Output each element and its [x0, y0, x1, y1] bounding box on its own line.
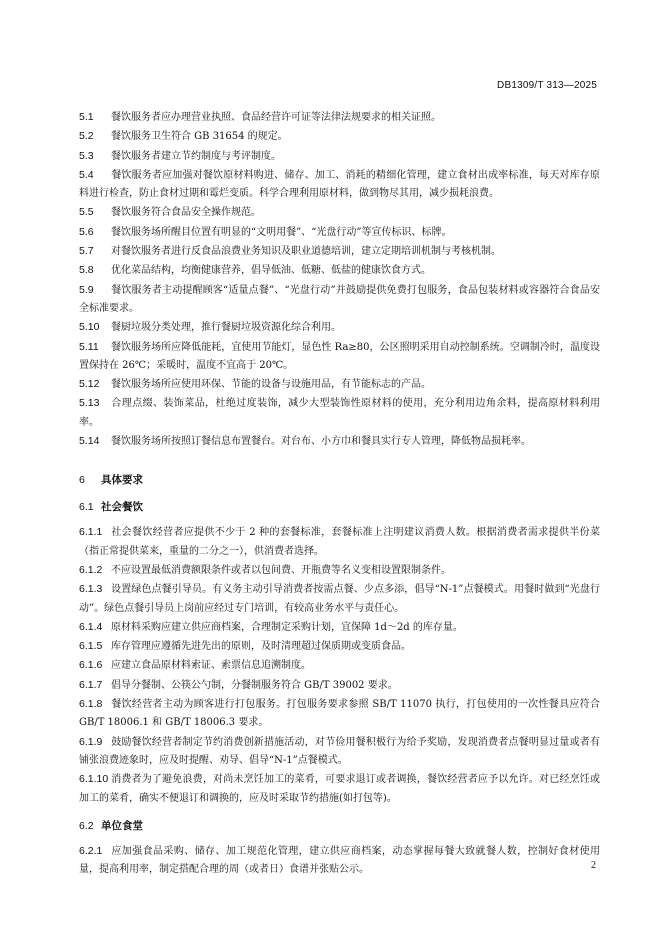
clause-number: 5.6: [79, 225, 94, 238]
section-title: 单位食堂: [101, 819, 143, 832]
clause: [79, 147, 600, 166]
clause-number: 6.1.2: [79, 563, 103, 576]
section-title: 社会餐饮: [101, 501, 143, 514]
clause-number: 6.1.1: [79, 526, 103, 539]
clause-number: 6.1.9: [79, 735, 103, 748]
clause-number: 6.1.7: [79, 678, 103, 691]
clause-number: 6.1.8: [79, 698, 103, 711]
clause-number: 6.1.10: [79, 773, 109, 786]
clause-text: 对餐饮服务者进行反食品浪费业务知识及职业道德培训，建立定期培训机制与考核机制。: [111, 246, 501, 258]
clause: [79, 318, 600, 337]
clause-number: 5.8: [79, 264, 94, 277]
clause-text: 消费者为了避免浪费，对尚未烹饪加工的菜肴，可要求退订或者调换，餐饮经营者应予以允许。对已经烹饪或加工的菜肴，确实不便退订和调换的，应及时采取节约措施(如打包等)。: [79, 774, 600, 804]
clause-text: 餐饮服务场所应使用环保、节能的设备与设施用品，有节能标志的产品。: [111, 379, 431, 391]
clause-text: 餐饮经营者主动为顾客进行打包服务。打包服务要求参照 SB/T 11070 执行，打包使用的一次性餐具应符合 GB/T 18006.1 和 GB/T 18006.3 要求。: [79, 699, 600, 729]
clause: [79, 770, 600, 808]
clause-number: 5.12: [79, 378, 100, 391]
clause: [79, 242, 600, 261]
clause-text: 餐饮服务符合食品安全操作规范。: [111, 207, 261, 219]
section-number: 6.2: [79, 819, 94, 832]
clause-number: 5.13: [79, 397, 100, 410]
clause-number: 6.1.6: [79, 659, 103, 672]
clause-text: 库存管理应遵循先进先出的原则，及时清理超过保质期或变质食品。: [111, 641, 411, 653]
clause-number: 6.1.3: [79, 583, 103, 596]
clause: [79, 695, 600, 733]
section-5-list: [79, 108, 600, 451]
clause-text: 餐饮服务场所应降低能耗，宜使用节能灯，显色性 Ra≥80，公区照明采用自动控制系统。空调制冷时，温度设置保持在 26℃；采暖时，温度不宜高于 20℃。: [79, 341, 600, 371]
clause: [79, 432, 600, 451]
section-6-1-list: [79, 523, 600, 807]
clause: [79, 523, 600, 561]
clause: [79, 108, 600, 127]
clause-text: 餐饮服务者主动提醒顾客“适量点餐”、“光盘行动”并鼓励提供免费打包服务，食品包装材料或容器符合食品安全标准要求。: [79, 284, 600, 314]
clause-text: 餐饮服务卫生符合 GB 31654 的规定。: [111, 131, 288, 143]
clause: [79, 580, 600, 618]
clause: [79, 375, 600, 394]
clause: [79, 281, 600, 319]
clause: [79, 223, 600, 242]
clause-number: 5.7: [79, 245, 94, 258]
clause-number: 5.4: [79, 168, 94, 181]
clause-number: 5.9: [79, 283, 94, 296]
clause-text: 餐厨垃圾分类处理，推行餐厨垃圾资源化综合利用。: [111, 322, 341, 334]
section-number: 6: [79, 474, 85, 487]
section-title: 具体要求: [101, 474, 143, 487]
clause-text: 餐饮服务者应办理营业执照、食品经营许可证等法律法规要求的相关证照。: [111, 112, 441, 123]
clause-text: 设置绿色点餐引导员。有义务主动引导消费者按需点餐、少点多添，倡导“N-1”点餐模式。用餐时做到“光盘行动”。绿色点餐引导员上岗前应经过专门培训，有较高业务水平与责任心。: [79, 584, 600, 614]
section-number: 6.1: [79, 501, 94, 514]
clause-number: 5.5: [79, 206, 94, 219]
document-body: [79, 108, 600, 879]
clause-text: 应建立食品原材料索证、索票信息追溯制度。: [111, 660, 311, 672]
clause: [79, 656, 600, 675]
clause-number: 5.10: [79, 321, 100, 334]
clause-text: 鼓励餐饮经营者制定节约消费创新措施活动，对节俭用餐积极行为给予奖励，发现消费者点餐明显过量或者有铺张浪费迹象时，应及时提醒、劝导、倡导“N-1”点餐模式。: [79, 736, 600, 766]
clause-number: 5.11: [79, 340, 99, 353]
clause: [79, 618, 600, 637]
clause-text: 餐饮服务者建立节约制度与考评制度。: [111, 150, 281, 162]
clause-text: 社会餐饮经营者应提供不少于 2 种的套餐标准，套餐标准上注明建议消费人数。根据消费者需求提供半份菜（指正常提供菜来，重量的二分之一），供消费者选择。: [79, 527, 600, 557]
section-6-2-heading: [79, 818, 600, 833]
clause: [79, 394, 600, 432]
section-6-1-heading: [79, 499, 600, 514]
clause-number: 5.1: [79, 111, 94, 123]
clause-number: 6.2.1: [79, 844, 103, 857]
clause-number: 5.3: [79, 149, 94, 162]
clause-text: 不应设置最低消费额限条件或者以包间费、开瓶费等名义变相设置限制条件。: [111, 564, 451, 576]
page-number: 2: [591, 860, 596, 871]
clause-number: 5.2: [79, 130, 94, 143]
clause: [79, 733, 600, 771]
clause-text: 优化菜品结构，均衡健康营养，倡导低油、低糖、低盐的健康饮食方式。: [111, 265, 431, 277]
clause-text: 原材料采购应建立供应商档案，合理制定采购计划，宜保障 1d～2d 的库存量。: [111, 621, 463, 633]
clause: [79, 561, 600, 580]
clause: [79, 842, 600, 880]
clause-number: 6.1.4: [79, 620, 103, 633]
section-6-2-list: [79, 842, 600, 880]
clause: [79, 637, 600, 656]
clause-text: 餐饮服务场所醒目位置有明显的“文明用餐”、“光盘行动”等宣传标识、标牌。: [111, 226, 452, 238]
clause: [79, 166, 600, 204]
clause-number: 6.1.5: [79, 640, 103, 653]
clause-text: 合理点缀、装饰菜品，杜绝过度装饰，减少大型装饰性原材料的使用，充分利用边角余料，提高原材料利用率。: [79, 398, 600, 428]
clause: [79, 261, 600, 280]
clause-number: 5.14: [79, 435, 100, 448]
clause: [79, 127, 600, 146]
clause-text: 餐饮服务场所按照订餐信息布置餐台。对台布、小方巾和餐具实行专人管理，降低物品损耗率。: [111, 436, 531, 448]
clause-text: 餐饮服务者应加强对餐饮原材料购进、储存、加工、消耗的精细化管理，建立食材出成率标准，每天对库存原料进行检查，防止食材过期和霉烂变质。科学合理利用原材料，做到物尽其用，减少损耗浪费。: [79, 169, 600, 200]
section-6-heading: [79, 472, 600, 487]
clause: [79, 676, 600, 695]
doc-number-header: DB1309/T 313—2025: [497, 80, 597, 91]
clause: [79, 203, 600, 222]
clause-text: 倡导分餐制、公筷公勺制，分餐制服务符合 GB/T 39002 要求。: [111, 679, 398, 691]
clause-text: 应加强食品采购、储存、加工规范化管理，建立供应商档案，动态掌握每餐大致就餐人数，控制好食材使用量，提高利用率，制定搭配合理的周（或者日）食谱并张贴公示。: [79, 845, 600, 876]
clause: [79, 338, 600, 376]
